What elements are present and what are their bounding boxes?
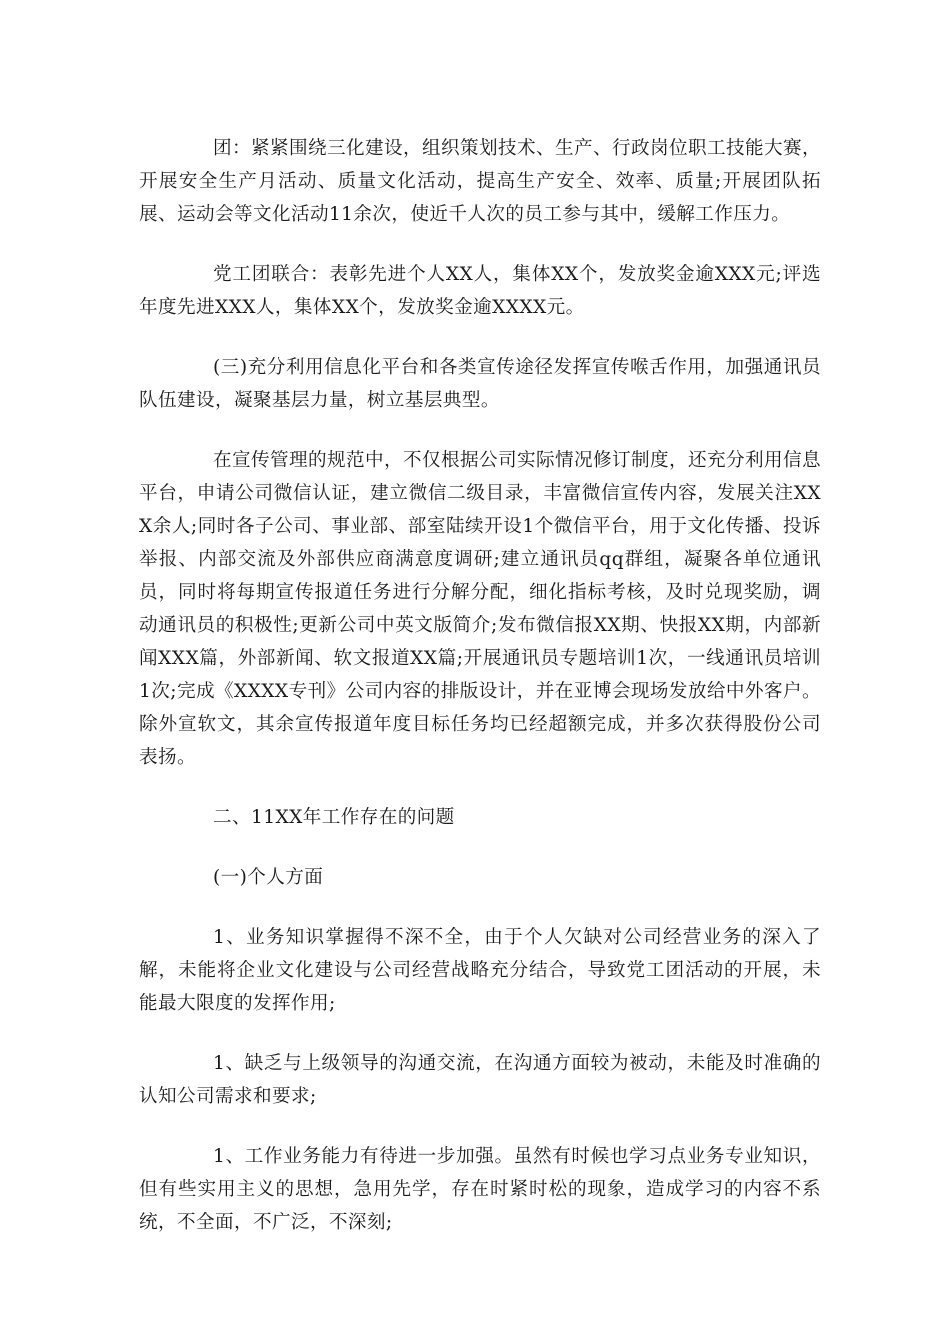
- paragraph-gap: [139, 417, 821, 444]
- paragraph-gap: [139, 774, 821, 801]
- paragraph-gap: [139, 324, 821, 351]
- section-heading-problems: 二、11XX年工作存在的问题: [213, 807, 455, 828]
- paragraph-section-three-heading: (三)充分利用信息化平台和各类宣传途径发挥宣传喉舌作用，加强通讯员队伍建设，凝聚基层力量，树立基层典型。: [139, 357, 821, 411]
- document-body: [139, 132, 821, 1239]
- subsection-heading-personal: (一)个人方面: [213, 867, 324, 888]
- paragraph-union-activities: 团：紧紧围绕三化建设，组织策划技术、生产、行政岗位职工技能大赛，开展安全生产月活动、质量文化活动，提高生产安全、效率、质量;开展团队拓展、运动会等文化活动11余次，使近千人次的员工参与其中，缓解工作压力。: [139, 138, 821, 225]
- paragraph-gap: [139, 834, 821, 861]
- paragraph-problem-communication: 1、缺乏与上级领导的沟通交流，在沟通方面较为被动，未能及时准确的认知公司需求和要求;: [139, 1053, 821, 1107]
- paragraph-gap: [139, 231, 821, 258]
- paragraph-problem-ability: 1、工作业务能力有待进一步加强。虽然有时候也学习点业务专业知识，但有些实用主义的思想，急用先学，存在时紧时松的现象，造成学习的内容不系统，不全面，不广泛，不深刻;: [139, 1146, 821, 1233]
- paragraph-awards: 党工团联合：表彰先进个人XX人，集体XX个，发放奖金逾XXX元;评选年度先进XXX人，集体XX个，发放奖金逾XXXX元。: [139, 264, 821, 318]
- paragraph-gap: [139, 1020, 821, 1047]
- paragraph-gap: [139, 894, 821, 921]
- paragraph-problem-knowledge: 1、业务知识掌握得不深不全，由于个人欠缺对公司经营业务的深入了解，未能将企业文化建设与公司经营战略充分结合，导致党工团活动的开展，未能最大限度的发挥作用;: [139, 927, 821, 1014]
- paragraph-publicity-management: 在宣传管理的规范中，不仅根据公司实际情况修订制度，还充分利用信息平台，申请公司微信认证，建立微信二级目录，丰富微信宣传内容，发展关注XXX余人;同时各子公司、事业部、部室陆续开设1个微信平台，用于文化传播、投诉举报、内部交流及外部供应商满意度调研;建立通讯员qq群组，凝聚各单位通讯员，同时将每期宣传报道任务进行分解分配，细化指标考核，及时兑现奖励，调动通讯员的积极性;更新公司中英文版简介;发布微信报XX期、快报XX期，内部新闻XXX篇，外部新闻、软文报道XX篇;开展通讯员专题培训1次，一线通讯员培训1次;完成《XXXX专刊》公司内容的排版设计，并在亚博会现场发放给中外客户。除外宣软文，其余宣传报道年度目标任务均已经超额完成，并多次获得股份公司表扬。: [139, 450, 821, 768]
- paragraph-gap: [139, 1113, 821, 1140]
